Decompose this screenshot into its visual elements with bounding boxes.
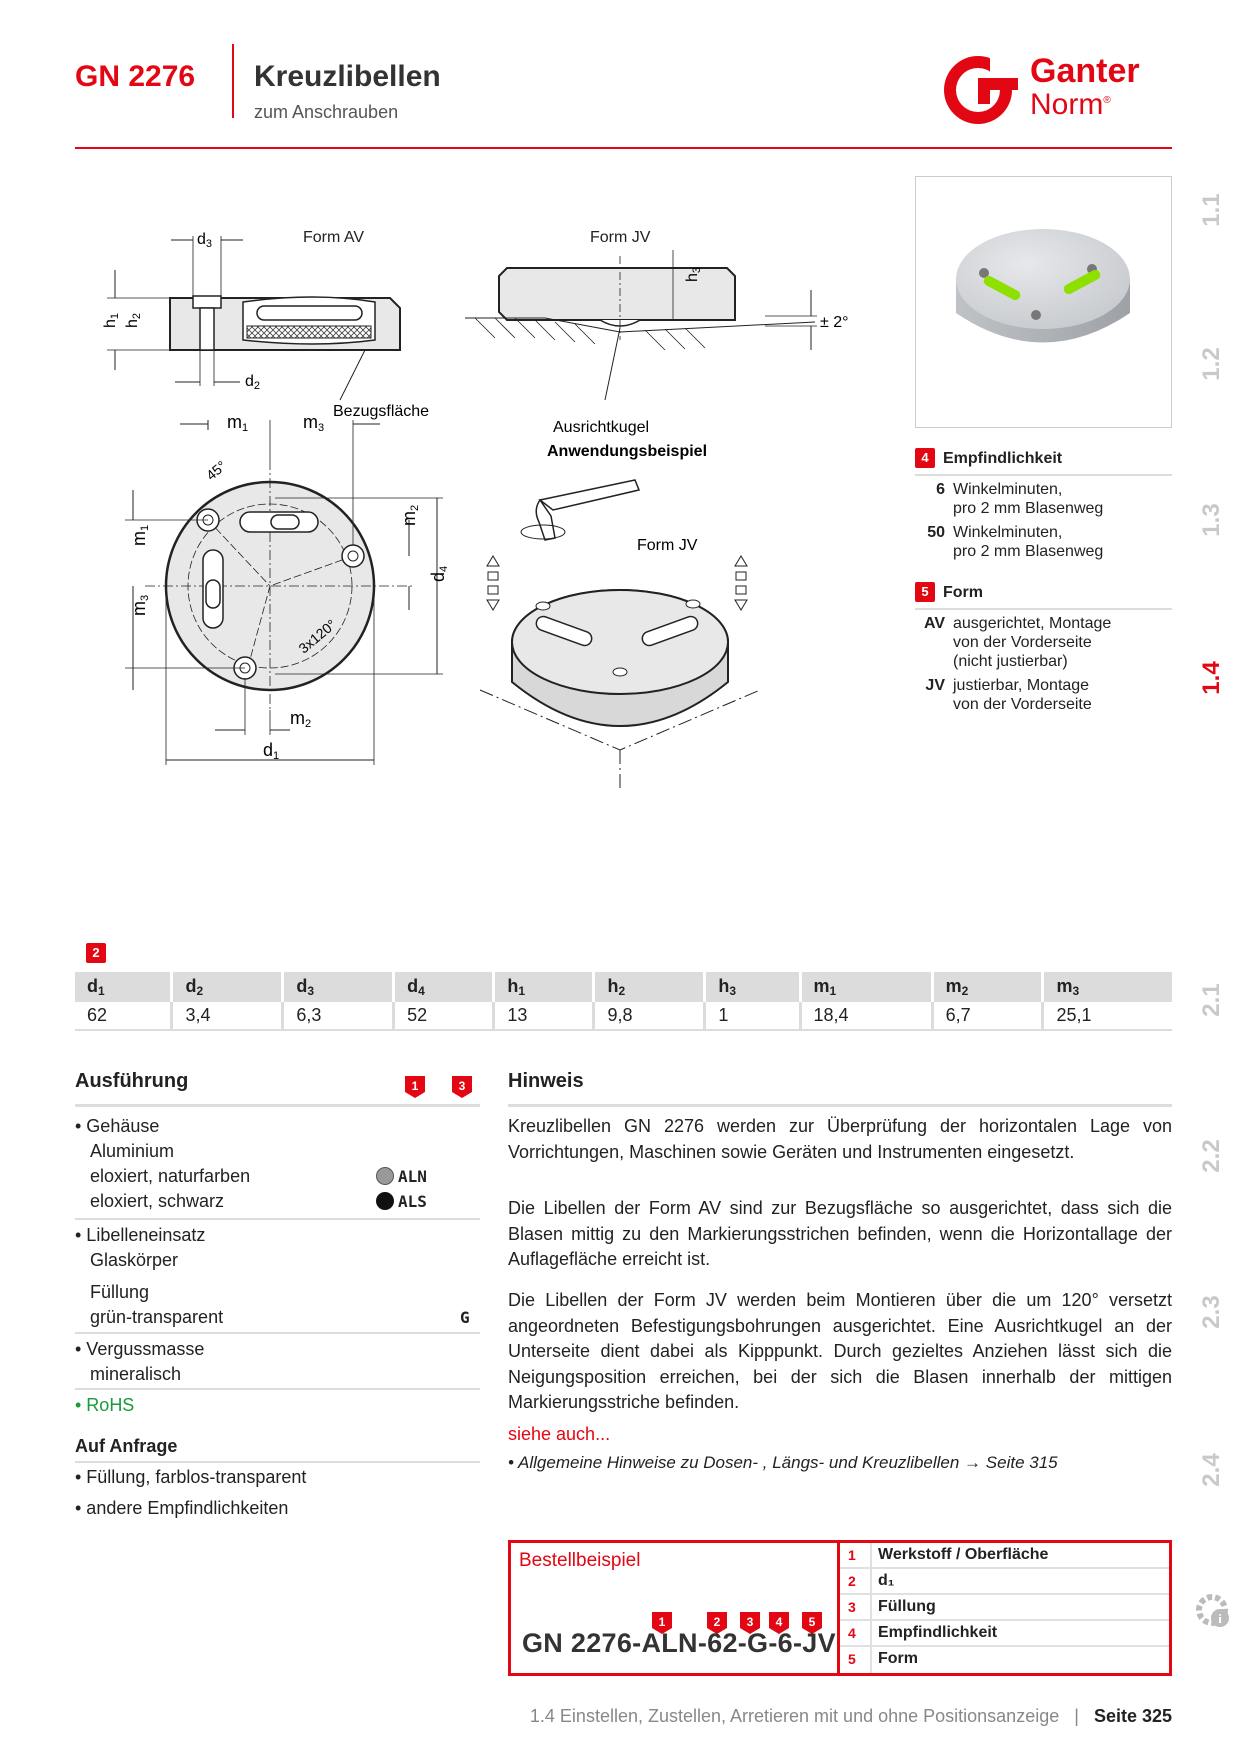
footer-section-text: 1.4 Einstellen, Zustellen, Arretieren mit und ohne Positionsanzeige	[529, 1706, 1060, 1726]
table-row	[75, 1002, 1172, 1030]
legend-row-6: 6 Winkelminuten, pro 2 mm Blasenweg	[936, 481, 1104, 517]
svg-text:3: 3	[746, 1615, 754, 1629]
badge-1-icon	[405, 1076, 425, 1098]
schwarz-text: eloxiert, schwarz	[90, 1191, 225, 1211]
form-jv-label: Form JV	[590, 229, 651, 246]
section-rule	[75, 1104, 480, 1107]
svg-text:d4: d4	[428, 565, 450, 582]
svg-text:4: 4	[775, 1615, 783, 1629]
side-tab-1-3[interactable]: 1.3	[1198, 503, 1225, 537]
svg-text:45°: 45°	[202, 457, 230, 484]
hinweis-paragraph-1: Kreuzlibellen GN 2276 werden zur Überprüfung der horizontalen Lage von Vorrichtungen, Maschinen sowie Geräten und Instrumenten eingesetzt.	[508, 1116, 1172, 1162]
header-rule	[75, 147, 1172, 149]
ganter-logo-icon	[940, 54, 1024, 126]
table-cell: 18,4	[800, 1002, 932, 1030]
svg-text:h2: h2	[124, 312, 143, 328]
rohs-item: • RoHS	[75, 1395, 135, 1415]
hinweis-paragraph-2: Die Libellen der Form AV sind zur Bezugsfläche so ausgerichtet, dass sich die Blasen mittig zu den Markierungsstrichen befinden, wenn die Horizontallage der Auflagefläche erreicht ist.	[508, 1198, 1172, 1269]
table-header-cell: $m_2$	[932, 972, 1043, 1002]
ausfuehrung-title: Ausführung	[75, 1070, 189, 1092]
header-divider	[232, 44, 234, 118]
svg-text:d1: d1	[263, 740, 280, 762]
footer-page-number: Seite 325	[1093, 1706, 1172, 1726]
libelle-item: • Libelleneinsatz	[75, 1225, 206, 1245]
side-tab-2-3[interactable]: 2.3	[1198, 1295, 1225, 1329]
legend-row-av: AV ausgerichtet, Montage von der Vorderseite (nicht justierbar)	[923, 615, 1112, 670]
table-cell: 3,4	[172, 1002, 283, 1030]
table-header-cell: $d_3$	[283, 972, 394, 1002]
svg-text:d2: d2	[245, 373, 261, 392]
list-rule	[75, 1388, 480, 1390]
settings-info-icon[interactable]	[1192, 1590, 1236, 1634]
legend-rule	[915, 474, 1172, 476]
order-row-2: 2 d₁	[840, 1569, 1169, 1595]
section-rule	[508, 1104, 1172, 1107]
table-cell: 25,1	[1043, 1002, 1172, 1030]
see-also-link[interactable]: • Allgemeine Hinweise zu Dosen- , Längs- und Kreuzlibellen → Seite 315	[508, 1453, 1058, 1472]
natur-code: ALN	[376, 1167, 427, 1186]
svg-text:Form JV: Form JV	[637, 537, 698, 554]
table-header-cell: $d_4$	[394, 972, 494, 1002]
table-cell: 9,8	[594, 1002, 705, 1030]
dimension-table	[75, 972, 1172, 1031]
svg-text:h3: h3	[684, 266, 703, 282]
natur-text: eloxiert, naturfarben	[90, 1166, 251, 1186]
product-render-icon	[916, 177, 1171, 427]
schwarz-dot-icon	[376, 1192, 394, 1210]
table-cell: 6,7	[932, 1002, 1043, 1030]
page-subtitle: zum Anschrauben	[254, 102, 399, 122]
svg-text:2: 2	[713, 1615, 721, 1629]
svg-text:h1: h1	[102, 312, 121, 328]
aluminium-text: Aluminium	[90, 1141, 175, 1161]
glas-text: Glaskörper	[90, 1250, 179, 1270]
side-tab-2-2[interactable]: 2.2	[1198, 1139, 1225, 1173]
anfrage-title: Auf Anfrage	[75, 1436, 178, 1456]
technical-drawings	[75, 210, 895, 900]
legend-row-50: 50 Winkelminuten, pro 2 mm Blasenweg	[927, 524, 1104, 560]
table-header-cell: $m_3$	[1043, 972, 1172, 1002]
table-header-cell: $d_1$	[75, 972, 172, 1002]
table-header-cell: $m_1$	[800, 972, 932, 1002]
product-photo	[915, 176, 1172, 428]
hinweis-paragraph-3: Die Libellen der Form JV werden beim Montieren über die um 120° versetzt angeordneten Befestigungsbohrungen ausgerichtet. Eine Ausrichtkugel an der Unterseite dient dabei als Kipppunkt. Durch gezieltes Anziehen lässt sich die Neigungsposition erreichen, bei der sich die Blasen innerhalb der mittigen Markierungsstriche befinden.	[508, 1290, 1172, 1412]
page-title: Kreuzlibellen	[254, 60, 441, 93]
table-cell: 6,3	[283, 1002, 394, 1030]
table-cell: 1	[705, 1002, 800, 1030]
page-footer: 1.4 Einstellen, Zustellen, Arretieren mit und ohne Positionsanzeige | Seite 325	[529, 1706, 1172, 1726]
svg-text:Ausrichtkugel: Ausrichtkugel	[553, 419, 650, 436]
side-tab-2-4[interactable]: 2.4	[1198, 1453, 1225, 1487]
order-code: GN 2276-ALN-62-G-6-JV	[522, 1628, 836, 1658]
natur-dot-icon	[376, 1167, 394, 1185]
list-rule	[75, 1218, 480, 1220]
badge-3-icon	[452, 1076, 472, 1098]
anfrage-item-1: • Füllung, farblos-transparent	[75, 1467, 307, 1487]
table-badge: 2	[86, 943, 106, 963]
svg-text:3x120°: 3x120°	[295, 616, 340, 657]
svg-text:1: 1	[411, 1079, 419, 1093]
table-header-cell: $h_3$	[705, 972, 800, 1002]
legend-empfindlichkeit-title: 4 Empfindlichkeit	[915, 448, 1062, 468]
legend-row-jv: JV justierbar, Montage von der Vorderseite	[925, 677, 1092, 713]
gruen-text: grün-transparent	[90, 1307, 224, 1327]
table-header-cell: $h_2$	[594, 972, 705, 1002]
svg-text:i: i	[1218, 1611, 1222, 1626]
svg-text:m3: m3	[129, 594, 151, 616]
order-row-3: 3 Füllung	[840, 1595, 1169, 1621]
list-rule	[75, 1461, 480, 1463]
form-av-label: Form AV	[303, 229, 365, 246]
svg-text:m1: m1	[129, 524, 151, 546]
gruen-code: G	[460, 1308, 470, 1327]
svg-text:Bezugsfläche: Bezugsfläche	[333, 403, 430, 420]
side-tab-1-2[interactable]: 1.2	[1198, 347, 1225, 381]
svg-text:m2: m2	[290, 708, 312, 730]
verguss-item: • Vergussmasse	[75, 1339, 205, 1359]
list-rule	[75, 1332, 480, 1334]
order-row-1: 1 Werkstoff / Oberfläche	[840, 1543, 1169, 1569]
gehaeuse-item: • Gehäuse	[75, 1116, 160, 1136]
side-tab-1-1[interactable]: 1.1	[1198, 193, 1225, 227]
fuellung-text: Füllung	[90, 1282, 150, 1302]
product-code: GN 2276	[75, 60, 196, 93]
legend-rule	[915, 608, 1172, 610]
table-header-row	[75, 972, 1172, 1002]
order-row-4: 4 Empfindlichkeit	[840, 1621, 1169, 1647]
mineral-text: mineralisch	[90, 1364, 182, 1384]
side-tab-1-4[interactable]: 1.4	[1198, 661, 1225, 695]
svg-text:m3: m3	[303, 412, 325, 434]
svg-text:1: 1	[658, 1615, 666, 1629]
logo-word-ganter: Ganter	[1030, 52, 1140, 90]
svg-text:d3: d3	[197, 231, 213, 250]
svg-text:m2: m2	[399, 504, 421, 526]
table-cell: 52	[394, 1002, 494, 1030]
legend-form-title: 5 Form	[915, 582, 983, 602]
anfrage-item-2: • andere Empfindlichkeiten	[75, 1498, 289, 1518]
svg-text:3: 3	[458, 1079, 466, 1093]
order-example-label: Bestellbeispiel	[519, 1550, 641, 1571]
hinweis-title: Hinweis	[508, 1070, 584, 1092]
table-cell: 62	[75, 1002, 172, 1030]
table-header-cell: $h_1$	[494, 972, 594, 1002]
schwarz-code: ALS	[376, 1192, 427, 1211]
side-tab-2-1[interactable]: 2.1	[1198, 983, 1225, 1017]
siehe-auch: siehe auch...	[508, 1424, 611, 1444]
svg-text:Anwendungsbeispiel: Anwendungsbeispiel	[547, 443, 708, 460]
order-row-5: 5 Form	[840, 1647, 1169, 1673]
table-header-cell: $d_2$	[172, 972, 283, 1002]
svg-text:5: 5	[808, 1615, 816, 1629]
svg-text:m1: m1	[227, 412, 249, 434]
table-cell: 13	[494, 1002, 594, 1030]
logo-word-norm: Norm®	[1030, 88, 1111, 121]
svg-text:± 2°: ± 2°	[820, 314, 849, 331]
